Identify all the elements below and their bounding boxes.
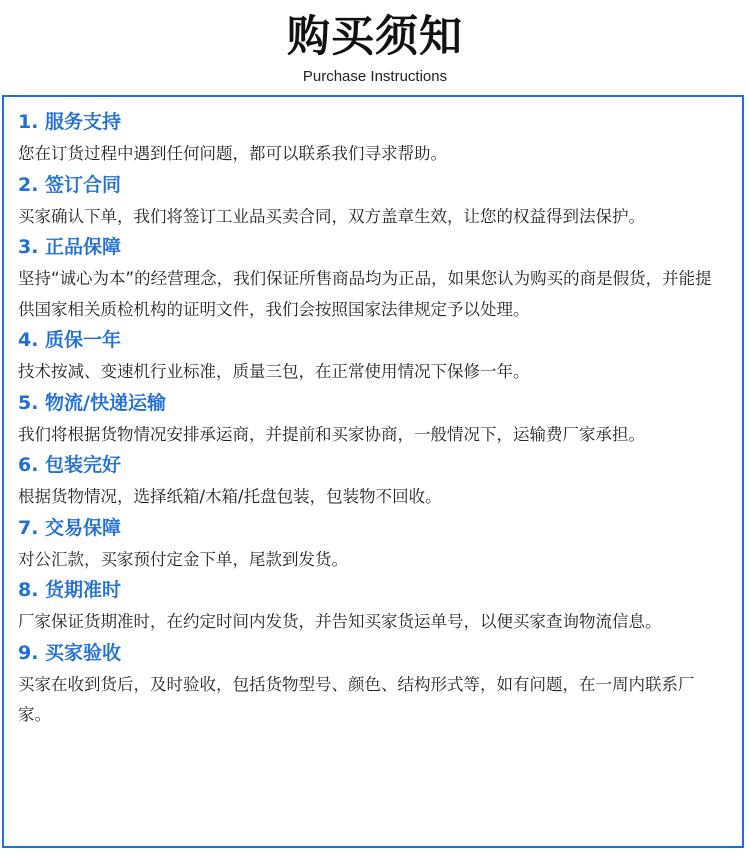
section-transaction — [18, 514, 718, 576]
section-body: 坚持“诚心为本”的经营理念，我们保证所售商品均为正品，如果您认为购买的商是假货，并能提供国家相关质检机构的证明文件，我们会按照国家法律规定予以处理。 — [18, 269, 712, 319]
title-wrap — [0, 10, 750, 64]
section-title: 2. 签订合同 — [18, 173, 122, 196]
section-body: 根据货物情况，选择纸箱/木箱/托盘包装，包装物不回收。 — [18, 487, 442, 506]
page-header — [0, 0, 750, 92]
section-packaging — [18, 451, 718, 513]
section-body: 买家在收到货后，及时验收，包括货物型号、颜色、结构形式等，如有问题，在一周内联系厂家。 — [18, 674, 695, 724]
section-logistics — [18, 389, 718, 451]
section-genuine-guarantee — [18, 233, 718, 325]
section-body: 您在订货过程中遇到任何问题，都可以联系我们寻求帮助。 — [18, 144, 447, 163]
section-title: 4. 质保一年 — [18, 329, 122, 351]
page-subtitle: Purchase Instructions — [302, 68, 448, 85]
section-body: 买家确认下单，我们将签订工业品买卖合同，双方盖章生效，让您的权益得到法保护。 — [18, 206, 645, 226]
section-warranty — [18, 326, 718, 388]
instructions-list — [18, 108, 718, 732]
section-delivery-time — [18, 576, 718, 638]
page-title-text: 购买须知 — [287, 12, 463, 62]
section-inspection — [18, 639, 718, 731]
section-body: 我们将根据货物情况安排承运商，并提前和买家协商，一般情况下，运输费厂家承担。 — [18, 424, 645, 444]
section-contract — [18, 171, 718, 233]
section-body: 厂家保证货期准时，在约定时间内发货，并告知买家货运单号，以便买家查询物流信息。 — [18, 612, 662, 631]
section-title: 5. 物流/快递运输 — [18, 391, 166, 414]
section-title: 6. 包装完好 — [18, 454, 122, 476]
section-body: 对公汇款，买家预付定金下单，尾款到发货。 — [18, 549, 348, 569]
section-title: 3. 正品保障 — [18, 236, 122, 258]
section-title: 8. 货期准时 — [18, 579, 122, 601]
section-title: 9. 买家验收 — [18, 641, 122, 664]
section-body: 技术按减、变速机行业标准，质量三包，在正常使用情况下保修一年。 — [18, 362, 530, 381]
section-service-support — [18, 108, 718, 170]
section-title: 7. 交易保障 — [18, 516, 122, 539]
section-title: 1. 服务支持 — [18, 111, 122, 133]
page-title — [287, 10, 463, 64]
